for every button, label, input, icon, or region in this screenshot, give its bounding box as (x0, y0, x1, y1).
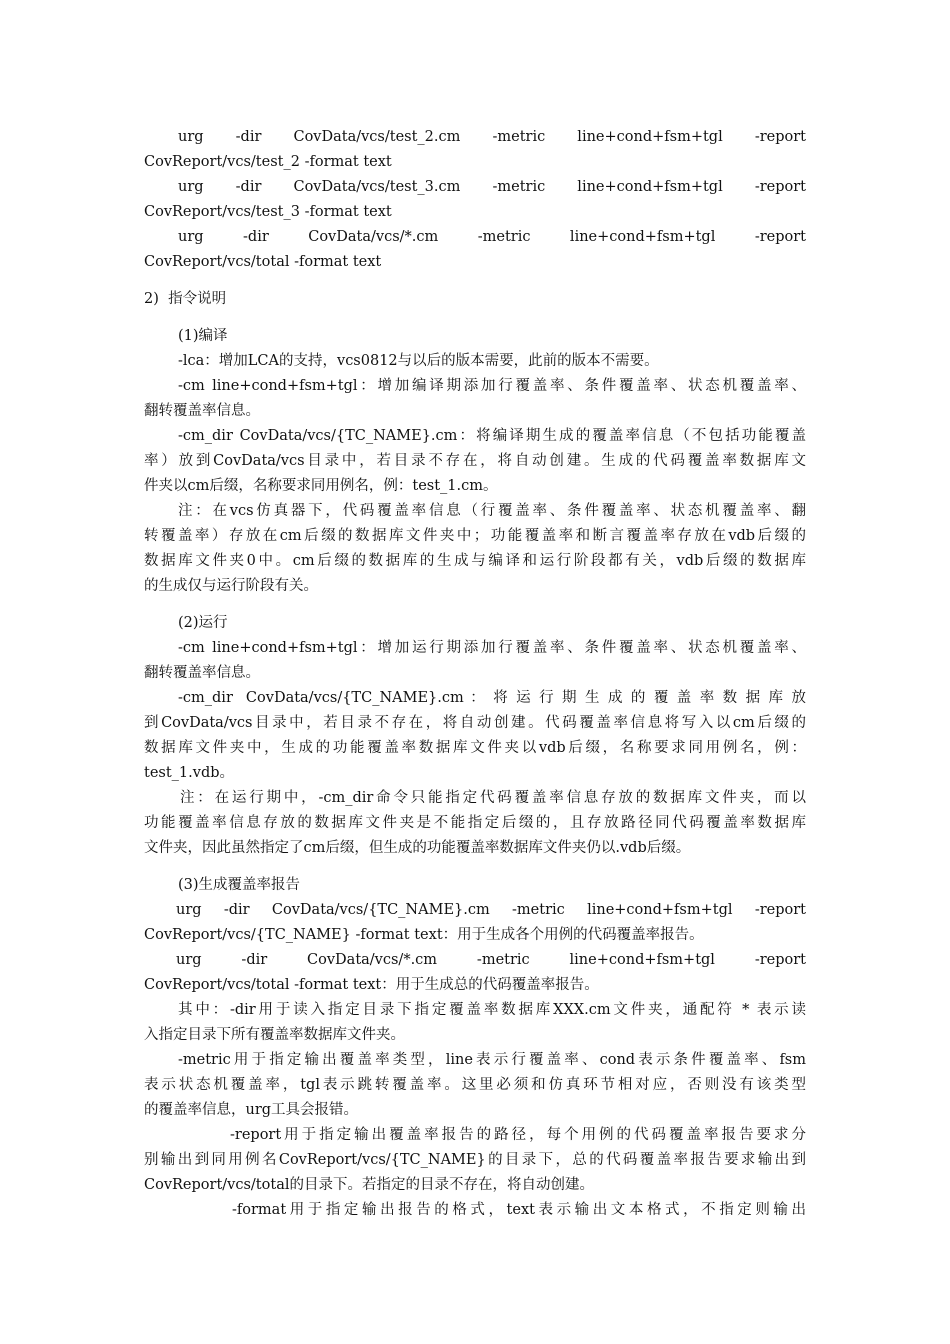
note-line: 转覆盖率）存放在cm后缀的数据库文件夹中；功能覆盖率和断言覆盖率存放在vdb后缀的 (144, 528, 806, 544)
code-line: urg -dir CovData/vcs/{TC_NAME}.cm -metric line+cond+fsm+tgl -report (176, 902, 806, 918)
paragraph-line: -lca：增加LCA的支持，vcs0812与以后的版本需要，此前的版本不需要。 (178, 353, 659, 369)
paragraph-line: 数据库文件夹中，生成的功能覆盖率数据库文件夹以vdb后缀，名称要求同用例名，例： (144, 740, 806, 756)
section-heading: 2) 指令说明 (144, 291, 227, 307)
code-line: CovReport/vcs/total -format text (144, 254, 382, 270)
paragraph-line: 表示状态机覆盖率，tgl表示跳转覆盖率。这里必须和仿真环节相对应，否则没有该类型 (144, 1077, 806, 1093)
note-line: 功能覆盖率信息存放的数据库文件夹是不能指定后缀的，且存放路径同代码覆盖率数据库 (144, 815, 806, 831)
paragraph-line: -cm line+cond+fsm+tgl：增加编译期添加行覆盖率、条件覆盖率、状态机覆盖率、 (178, 378, 806, 394)
paragraph-line: -metric用于指定输出覆盖率类型，line表示行覆盖率、cond表示条件覆盖率、fsm (178, 1052, 806, 1068)
paragraph-line: 件夹以cm后缀，名称要求同用例名，例：test_1.cm。 (144, 478, 498, 494)
paragraph-line: 入指定目录下所有覆盖率数据库文件夹。 (144, 1027, 405, 1043)
subsection-heading: (3)生成覆盖率报告 (178, 877, 301, 893)
code-line: urg -dir CovData/vcs/*.cm -metric line+cond+fsm+tgl -report (178, 229, 806, 245)
paragraph-line: 的覆盖率信息，urg工具会报错。 (144, 1102, 359, 1118)
code-line: urg -dir CovData/vcs/test_3.cm -metric line+cond+fsm+tgl -report (178, 179, 806, 195)
paragraph-line: 率）放到CovData/vcs目录中，若目录不存在，将自动创建。生成的代码覆盖率数据库文 (144, 453, 806, 469)
paragraph-line: 别输出到同用例名CovReport/vcs/{TC_NAME}的目录下，总的代码覆盖率报告要求输出到 (144, 1152, 806, 1168)
paragraph-line: -report用于指定输出覆盖率报告的路径，每个用例的代码覆盖率报告要求分 (230, 1127, 806, 1143)
code-line: urg -dir CovData/vcs/test_2.cm -metric line+cond+fsm+tgl -report (178, 129, 806, 145)
paragraph-line: 翻转覆盖率信息。 (144, 665, 260, 681)
paragraph-line: 其中：-dir用于读入指定目录下指定覆盖率数据库XXX.cm文件夹，通配符 * 表示读 (178, 1002, 806, 1018)
note-line: 数据库文件夹0中。cm后缀的数据库的生成与编译和运行阶段都有关，vdb后缀的数据库 (144, 553, 806, 569)
paragraph-line: -cm_dir CovData/vcs/{TC_NAME}.cm ： 将 运 行 期 生 成 的 覆 盖 率 数 据 库 放 (178, 690, 806, 706)
paragraph-line: -cm line+cond+fsm+tgl：增加运行期添加行覆盖率、条件覆盖率、状态机覆盖率、 (178, 640, 806, 656)
note-line: 的生成仅与运行阶段有关。 (144, 578, 318, 594)
paragraph-line: 到CovData/vcs目录中，若目录不存在，将自动创建。代码覆盖率信息将写入以cm后缀的 (144, 715, 806, 731)
paragraph-line: CovReport/vcs/total -format text：用于生成总的代码覆盖率报告。 (144, 977, 599, 993)
paragraph-line: -format用于指定输出报告的格式，text表示输出文本格式，不指定则输出 (232, 1202, 806, 1218)
code-line: urg -dir CovData/vcs/*.cm -metric line+cond+fsm+tgl -report (176, 952, 806, 968)
note-line: 文件夹，因此虽然指定了cm后缀，但生成的功能覆盖率数据库文件夹仍以.vdb后缀。 (144, 840, 691, 856)
code-line: CovReport/vcs/test_2 -format text (144, 154, 392, 170)
paragraph-line: 翻转覆盖率信息。 (144, 403, 260, 419)
subsection-heading: (1)编译 (178, 328, 228, 344)
note-line: 注：在运行期中，-cm_dir命令只能指定代码覆盖率信息存放的数据库文件夹，而以 (180, 790, 806, 806)
paragraph-line: CovReport/vcs/{TC_NAME} -format text：用于生成各个用例的代码覆盖率报告。 (144, 927, 704, 943)
paragraph-line: test_1.vdb。 (144, 765, 235, 781)
note-line: 注：在vcs仿真器下，代码覆盖率信息（行覆盖率、条件覆盖率、状态机覆盖率、翻 (178, 503, 806, 519)
paragraph-line: CovReport/vcs/total的目录下。若指定的目录不存在，将自动创建。 (144, 1177, 594, 1193)
subsection-heading: (2)运行 (178, 615, 228, 631)
code-line: CovReport/vcs/test_3 -format text (144, 204, 392, 220)
paragraph-line: -cm_dir CovData/vcs/{TC_NAME}.cm：将编译期生成的覆盖率信息（不包括功能覆盖 (178, 428, 806, 444)
